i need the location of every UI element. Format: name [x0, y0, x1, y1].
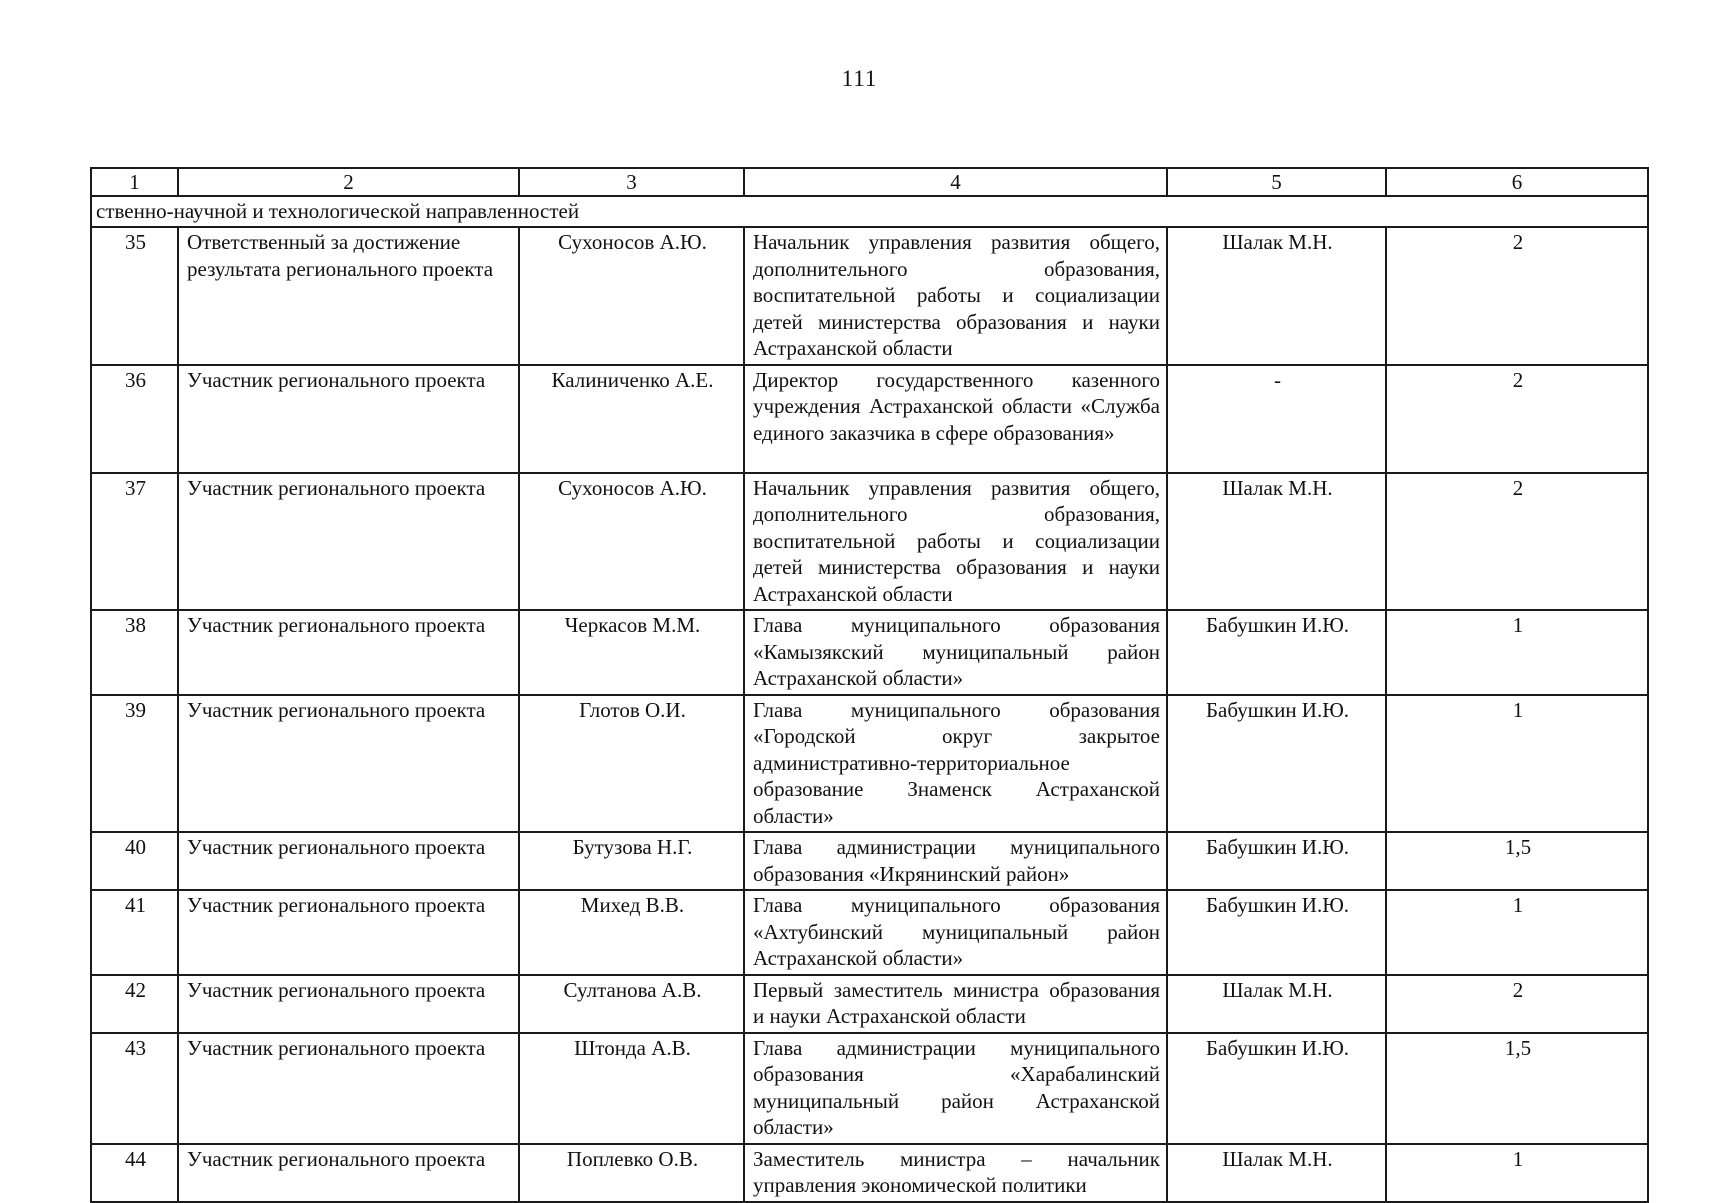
person-position: Первый заместитель министра образования и науки Астраханской области — [744, 975, 1167, 1033]
table-row — [91, 695, 1648, 833]
person-position: Заместитель министра – начальник управления экономической политики — [744, 1144, 1167, 1202]
column-number: 2 — [178, 168, 519, 196]
section-row — [91, 196, 1648, 227]
person-position: Глава администрации муниципального образования «Харабалинский муниципальный район Астраханской области» — [744, 1033, 1167, 1144]
project-role: Участник регионального проекта — [178, 1144, 519, 1202]
project-role: Участник регионального проекта — [178, 473, 519, 611]
project-role: Участник регионального проекта — [178, 832, 519, 890]
project-role: Участник регионального проекта — [178, 975, 519, 1033]
person-name: Михед В.В. — [519, 890, 744, 975]
project-role: Участник регионального проекта — [178, 890, 519, 975]
row-number: 44 — [91, 1144, 178, 1202]
person-name: Бутузова Н.Г. — [519, 832, 744, 890]
direct-supervisor: Бабушкин И.Ю. — [1167, 890, 1386, 975]
table-row — [91, 1033, 1648, 1144]
employment-share: 2 — [1386, 975, 1648, 1033]
table-row — [91, 832, 1648, 890]
person-position: Начальник управления развития общего, дополнительного образования, воспитательной работы и социализации детей министерства образования и науки Астраханской области — [744, 473, 1167, 611]
direct-supervisor: Бабушкин И.Ю. — [1167, 832, 1386, 890]
direct-supervisor: Бабушкин И.Ю. — [1167, 1033, 1386, 1144]
table-row — [91, 227, 1648, 365]
person-name: Черкасов М.М. — [519, 610, 744, 695]
employment-share: 2 — [1386, 365, 1648, 473]
person-name: Сухоносов А.Ю. — [519, 473, 744, 611]
table-row — [91, 1144, 1648, 1202]
table-row — [91, 610, 1648, 695]
table-row — [91, 975, 1648, 1033]
row-number: 35 — [91, 227, 178, 365]
employment-share: 1 — [1386, 890, 1648, 975]
page-number: 111 — [841, 66, 878, 91]
project-role: Участник регионального проекта — [178, 365, 519, 473]
direct-supervisor: Шалак М.Н. — [1167, 473, 1386, 611]
person-position: Глава муниципального образования «Городской округ закрытое административно-территориальное образование Знаменск Астраханской области» — [744, 695, 1167, 833]
row-number: 42 — [91, 975, 178, 1033]
column-number: 3 — [519, 168, 744, 196]
column-number: 5 — [1167, 168, 1386, 196]
column-number-row — [91, 168, 1648, 196]
direct-supervisor: Шалак М.Н. — [1167, 227, 1386, 365]
employment-share: 1 — [1386, 610, 1648, 695]
person-position: Глава администрации муниципального образования «Икрянинский район» — [744, 832, 1167, 890]
employment-share: 1 — [1386, 1144, 1648, 1202]
employment-share: 2 — [1386, 227, 1648, 365]
direct-supervisor: Бабушкин И.Ю. — [1167, 695, 1386, 833]
employment-share: 1,5 — [1386, 832, 1648, 890]
person-position: Глава муниципального образования «Камызякский муниципальный район Астраханской области» — [744, 610, 1167, 695]
table-row — [91, 473, 1648, 611]
row-number: 36 — [91, 365, 178, 473]
project-role: Ответственный за достижение результата регионального проекта — [178, 227, 519, 365]
row-number: 39 — [91, 695, 178, 833]
row-number: 38 — [91, 610, 178, 695]
table-body — [91, 196, 1648, 1202]
direct-supervisor: Шалак М.Н. — [1167, 1144, 1386, 1202]
person-name: Штонда А.В. — [519, 1033, 744, 1144]
table-header — [91, 168, 1648, 196]
person-position: Директор государственного казенного учреждения Астраханской области «Служба единого заказчика в сфере образования» — [744, 365, 1167, 473]
person-name: Глотов О.И. — [519, 695, 744, 833]
person-name: Калиниченко А.Е. — [519, 365, 744, 473]
row-number: 37 — [91, 473, 178, 611]
person-name: Сухоносов А.Ю. — [519, 227, 744, 365]
employment-share: 1,5 — [1386, 1033, 1648, 1144]
project-participants-table — [90, 167, 1649, 1203]
project-role: Участник регионального проекта — [178, 610, 519, 695]
direct-supervisor: Бабушкин И.Ю. — [1167, 610, 1386, 695]
person-name: Поплевко О.В. — [519, 1144, 744, 1202]
column-number: 1 — [91, 168, 178, 196]
project-role: Участник регионального проекта — [178, 695, 519, 833]
column-number: 6 — [1386, 168, 1648, 196]
row-number: 40 — [91, 832, 178, 890]
direct-supervisor: Шалак М.Н. — [1167, 975, 1386, 1033]
employment-share: 2 — [1386, 473, 1648, 611]
table-row — [91, 890, 1648, 975]
table-row — [91, 365, 1648, 473]
person-position: Начальник управления развития общего, дополнительного образования, воспитательной работы и социализации детей министерства образования и науки Астраханской области — [744, 227, 1167, 365]
project-role: Участник регионального проекта — [178, 1033, 519, 1144]
row-number: 43 — [91, 1033, 178, 1144]
person-name: Султанова А.В. — [519, 975, 744, 1033]
direct-supervisor: - — [1167, 365, 1386, 473]
employment-share: 1 — [1386, 695, 1648, 833]
column-number: 4 — [744, 168, 1167, 196]
section-title: ственно-научной и технологической направленностей — [91, 196, 1648, 227]
row-number: 41 — [91, 890, 178, 975]
person-position: Глава муниципального образования «Ахтубинский муниципальный район Астраханской области» — [744, 890, 1167, 975]
